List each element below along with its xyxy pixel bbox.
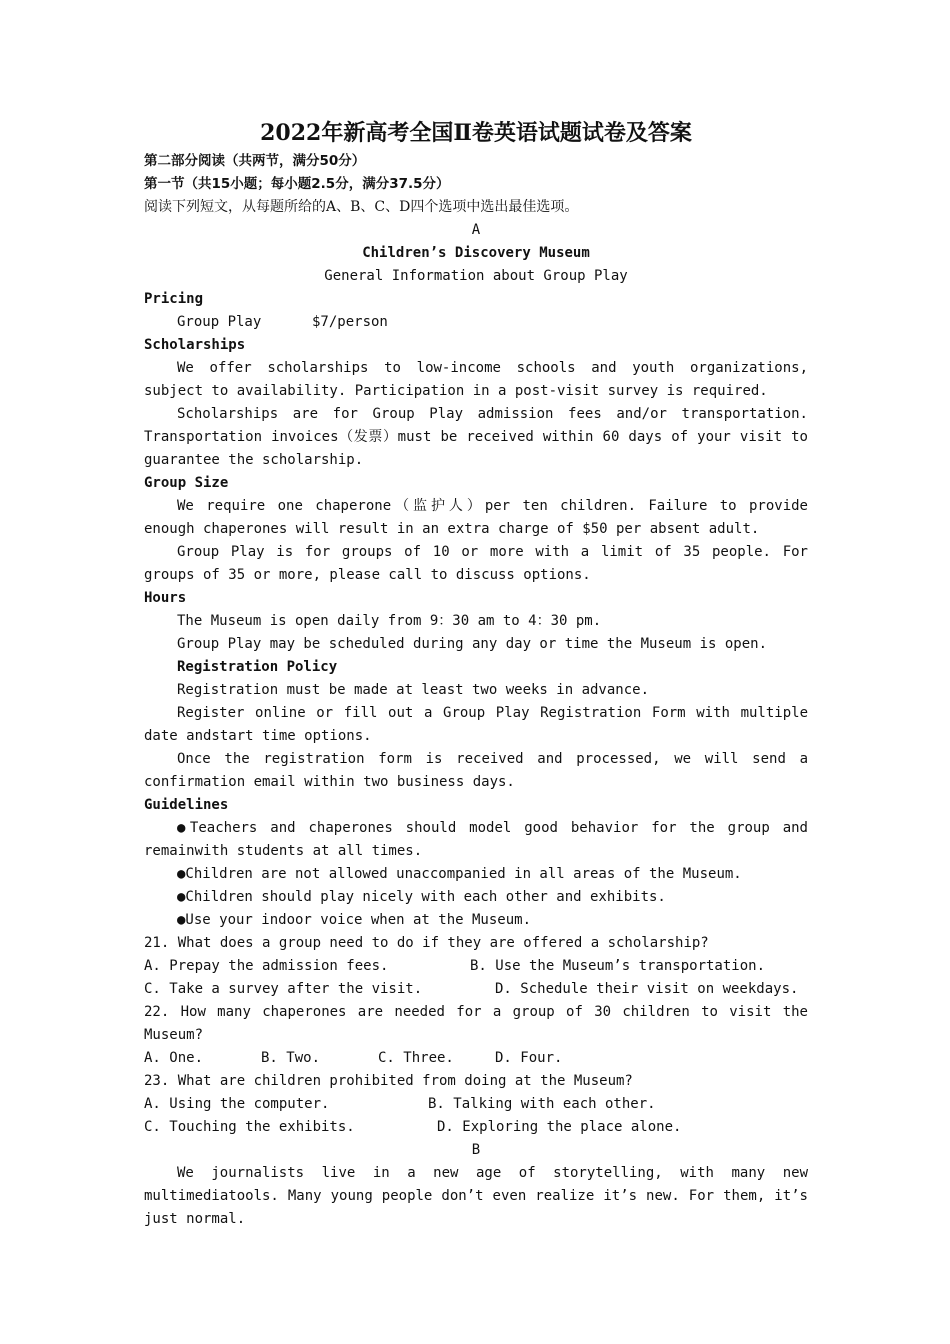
hours-paragraph: Group Play may be scheduled during any day or time the Museum is open. — [177, 636, 768, 652]
passage-b-paragraph: We journalists live in a new age of storytelling, with many new multimediatools. Many young people don’t even realize it’s new. For them, it’s just normal. — [144, 1165, 808, 1227]
option-a: A. Using the computer. — [144, 1096, 330, 1112]
part-heading: 第二部分阅读（共两节，满分50分） — [144, 153, 366, 169]
pricing-price: $7/person — [312, 314, 388, 330]
registration-heading: Registration Policy — [177, 659, 338, 675]
passage-a-label: A — [471, 222, 481, 238]
guideline-item: ●Use your indoor voice when at the Museum. — [177, 912, 532, 928]
section-heading: 第一节（共15小题；每小题2.5分，满分37.5分） — [144, 176, 450, 192]
page-title: 2022年新高考全国Ⅱ卷英语试题试卷及答案 — [260, 120, 692, 146]
guidelines-heading: Guidelines — [144, 797, 229, 813]
pricing-row — [144, 311, 808, 334]
option-c: C. Touching the exhibits. — [144, 1119, 355, 1135]
option-c: C. Three. — [378, 1050, 454, 1066]
instructions: 阅读下列短文，从每题所给的A、B、C、D四个选项中选出最佳选项。 — [144, 199, 579, 215]
guideline-item: ●Children should play nicely with each other and exhibits. — [177, 889, 666, 905]
passage-a-title: Children’s Discovery Museum — [362, 245, 590, 261]
group-size-paragraph: We require one chaperone（监护人）per ten children. Failure to provide enough chaperones will result in an extra charge of $50 per absent adult. — [144, 498, 808, 537]
question-23-stem: 23. What are children prohibited from doing at the Museum? — [144, 1073, 633, 1089]
option-a: A. Prepay the admission fees. — [144, 958, 389, 974]
hours-heading: Hours — [144, 590, 187, 606]
option-d: D. Four. — [495, 1050, 563, 1066]
scholarships-paragraph: Scholarships are for Group Play admission fees and/or transportation. Transportation invoices（发票）must be received within 60 days of your visit to guarantee the scholarship. — [144, 406, 808, 468]
question-23-options — [144, 1093, 808, 1116]
pricing-heading: Pricing — [144, 291, 204, 307]
registration-paragraph: Once the registration form is received and processed, we will send a confirmation email within two business days. — [144, 751, 808, 790]
guideline-item: ●Teachers and chaperones should model good behavior for the group and remainwith students at all times. — [144, 820, 808, 859]
exam-page — [144, 116, 808, 1231]
question-21-options — [144, 955, 808, 978]
option-b: B. Two. — [261, 1050, 321, 1066]
option-a: A. One. — [144, 1050, 204, 1066]
hours-paragraph: The Museum is open daily from 9：30 am to 4：30 pm. — [177, 613, 602, 629]
pricing-item: Group Play — [177, 314, 262, 330]
scholarships-heading: Scholarships — [144, 337, 246, 353]
option-d: D. Schedule their visit on weekdays. — [495, 981, 799, 997]
passage-a-subtitle: General Information about Group Play — [324, 268, 628, 284]
passage-b-label: B — [471, 1142, 481, 1158]
registration-paragraph: Registration must be made at least two weeks in advance. — [177, 682, 650, 698]
guideline-item: ●Children are not allowed unaccompanied in all areas of the Museum. — [177, 866, 742, 882]
option-b: B. Talking with each other. — [428, 1096, 656, 1112]
option-d: D. Exploring the place alone. — [437, 1119, 682, 1135]
question-23-options — [144, 1116, 808, 1139]
question-21-stem: 21. What does a group need to do if they are offered a scholarship? — [144, 935, 709, 951]
group-size-paragraph: Group Play is for groups of 10 or more with a limit of 35 people. For groups of 35 or more, please call to discuss options. — [144, 544, 808, 583]
scholarships-paragraph: We offer scholarships to low-income schools and youth organizations, subject to availability. Participation in a post-visit survey is required. — [144, 360, 808, 399]
question-22-options — [144, 1047, 808, 1070]
option-c: C. Take a survey after the visit. — [144, 981, 423, 997]
question-22-stem: 22. How many chaperones are needed for a group of 30 children to visit the Museum? — [144, 1004, 808, 1043]
registration-paragraph: Register online or fill out a Group Play Registration Form with multiple date andstart time options. — [144, 705, 808, 744]
option-b: B. Use the Museum’s transportation. — [470, 958, 766, 974]
question-21-options — [144, 978, 808, 1001]
group-size-heading: Group Size — [144, 475, 229, 491]
